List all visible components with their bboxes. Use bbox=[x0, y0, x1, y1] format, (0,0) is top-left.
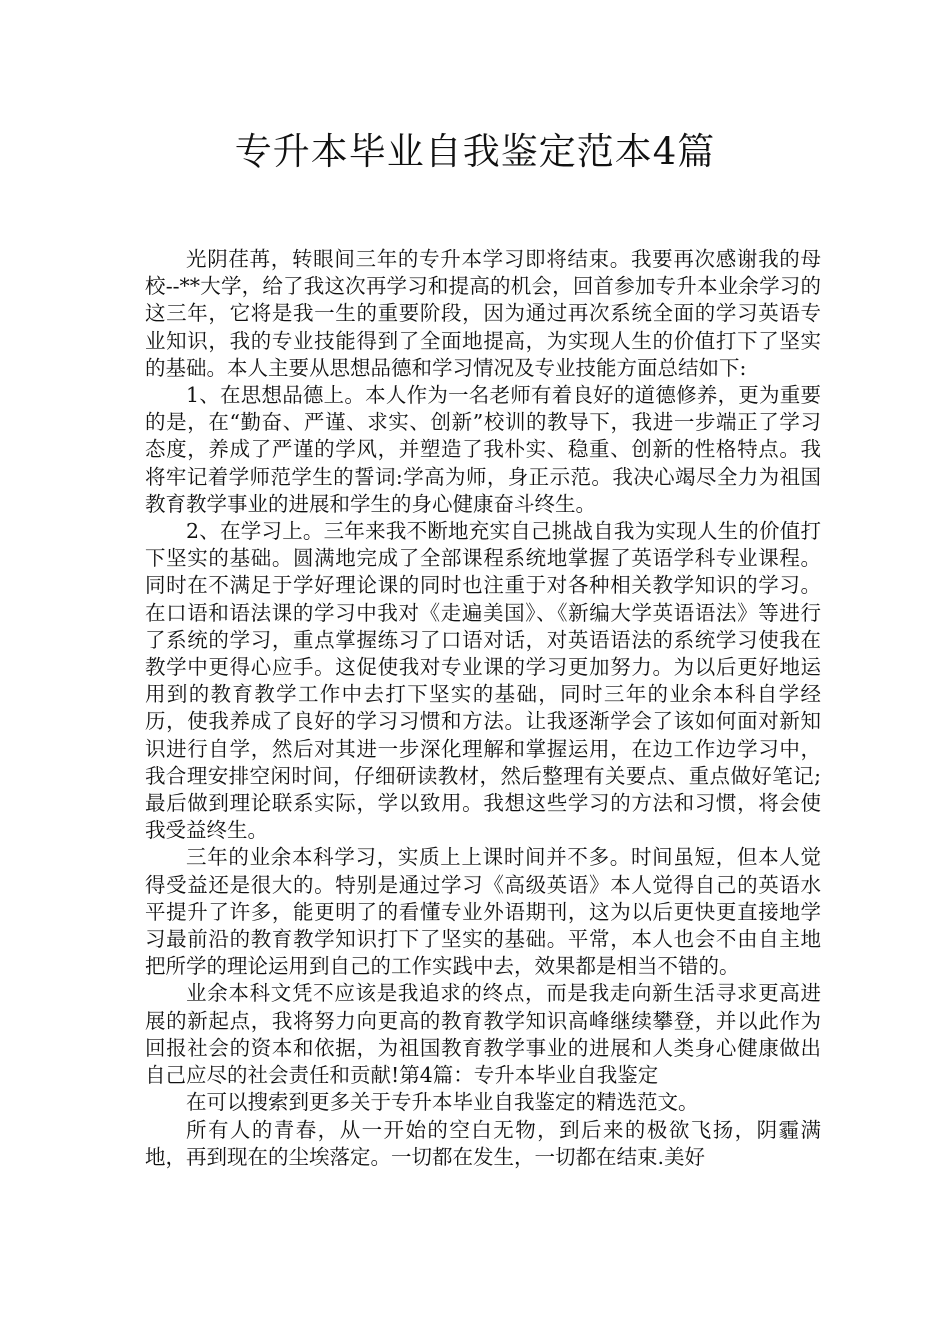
paragraph-search-note: 在可以搜索到更多关于专升本毕业自我鉴定的精选范文。 bbox=[186, 1090, 699, 1115]
document-title: 专升本毕业自我鉴定范本4篇 bbox=[234, 130, 716, 173]
paragraph-new-start: 业余本科文凭不应该是我追求的终点，而是我走向新生活寻求更高进展的新起点，我将努力向更高的教育教学知识高峰继续攀登，并以此作为回报社会的资本和依据，为祖国教育教学事业的进展和人类身心健康做出自己应尽的社会责任和贡献!第4篇：专升本毕业自我鉴定 bbox=[145, 981, 821, 1088]
paragraph-intro: 光阴荏苒，转眼间三年的专升本学习即将结束。我要再次感谢我的母校--**大学，给了我这次再学习和提高的机会，回首参加专升本业余学习的这三年，它将是我一生的重要阶段，因为通过再次系统全面的学习英语专业知识，我的专业技能得到了全面地提高，为实现人生的价值打下了坚实的基础。本人主要从思想品德和学习情况及专业技能方面总结如下: bbox=[145, 247, 821, 380]
paragraph-part-time-study: 三年的业余本科学习，实质上上课时间并不多。时间虽短，但本人觉得受益还是很大的。特别是通过学习《高级英语》本人觉得自己的英语水平提升了许多，能更明了的看懂专业外语期刊，这为以后更快更直接地学习最前沿的教育教学知识打下了坚实的基础。平常，本人也会不由自主地把所学的理论运用到自己的工作实践中去，效果都是相当不错的。 bbox=[145, 845, 821, 979]
paragraph-study: 2、在学习上。三年来我不断地充实自己挑战自我为实现人生的价值打下坚实的基础。圆满地完成了全部课程系统地掌握了英语学科专业课程。同时在不满足于学好理论课的同时也注重于对各种相关教学知识的学习。在口语和语法课的学习中我对《走遍美国》、《新编大学英语语法》等进行了系统的学习，重点掌握练习了口语对话，对英语语法的系统学习使我在教学中更得心应手。这促使我对专业课的学习更加努力。为以后更好地运用到的教育教学工作中去打下坚实的基础，同时三年的业余本科自学经历，使我养成了良好的学习习惯和方法。让我逐渐学会了该如何面对新知识进行自学，然后对其进一步深化理解和掌握运用，在边工作边学习中，我合理安排空闲时间，仔细研读教材，然后整理有关要点、重点做好笔记;最后做到理论联系实际，学以致用。我想这些学习的方法和习惯，将会使我受益终生。 bbox=[145, 519, 821, 843]
paragraph-youth: 所有人的青春，从一开始的空白无物，到后来的极欲飞扬，阴霾满地，再到现在的尘埃落定。一切都在发生，一切都在结束.美好 bbox=[145, 1117, 821, 1169]
paragraph-moral-character: 1、在思想品德上。本人作为一名老师有着良好的道德修养，更为重要的是，在“勤奋、严谨、求实、创新”校训的教导下，我进一步端正了学习态度，养成了严谨的学风，并塑造了我朴实、稳重、创新的性格特点。我将牢记着学师范学生的誓词:学高为师，身正示范。我决心竭尽全力为祖国教育教学事业的进展和学生的身心健康奋斗终生。 bbox=[145, 383, 821, 516]
document-body bbox=[145, 246, 821, 1171]
